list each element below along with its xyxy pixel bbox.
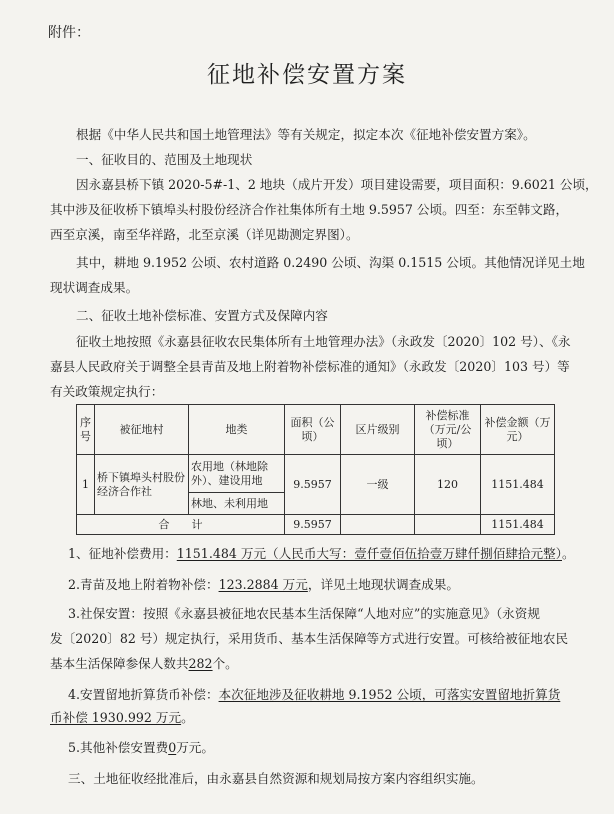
item-4-line1: 4.安置留地折算货币补偿：本次征地涉及征收耕地 9.1952 公顷，可落实安置留地折算货 xyxy=(68,687,561,702)
section1-para2-line2: 现状调查成果。 xyxy=(50,280,139,295)
item-3-value: 282 xyxy=(188,656,213,671)
item-3-line3: 基本生活保障参保人数共282个。 xyxy=(50,656,238,671)
header-standard: 补偿标准（万元/公顷） xyxy=(415,405,481,455)
intro-paragraph: 根据《中华人民共和国土地管理法》等有关规定，拟定本次《征地补偿安置方案》。 xyxy=(76,127,536,142)
total-amount: 1151.484 xyxy=(481,515,555,535)
header-seq: 序号 xyxy=(77,405,95,455)
cell-landowner: 桥下镇埠头村股份经济合作社 xyxy=(95,455,189,515)
section1-heading: 一、征收目的、范围及土地现状 xyxy=(76,152,253,167)
section1-para1-line1: 因永嘉县桥下镇 2020-5#-1、2 地块（成片开发）项目建设需要，项目面积：9.6021 公顷， xyxy=(76,177,598,192)
item-4-line2: 币补偿 1930.992 万元。 xyxy=(50,710,194,725)
total-label: 合 计 xyxy=(77,515,285,535)
item-5-value: 0 xyxy=(168,740,177,755)
header-landowner: 被征地村 xyxy=(95,405,189,455)
document-title: 征地补偿安置方案 xyxy=(207,62,407,88)
cell-landtype-1: 农用地（林地除外）、建设用地 xyxy=(189,455,285,493)
cell-seq: 1 xyxy=(77,455,95,515)
item-2: 2.青苗及地上附着物补偿：123.2884 万元，详见土地现状调查成果。 xyxy=(68,577,459,592)
attachment-label: 附件： xyxy=(48,25,90,41)
cell-amount: 1151.484 xyxy=(481,455,555,515)
section2-para-line1: 征收土地按照《永嘉县征收农民集体所有土地管理办法》（永政发〔2020〕102 号）、《永 xyxy=(76,334,571,349)
item-3-line2: 发〔2020〕82 号）规定执行，采用货币、基本生活保障等方式进行安置。可核给被征地农民 xyxy=(50,631,569,646)
header-landtype: 地类 xyxy=(189,405,285,455)
header-amount: 补偿金额（万元） xyxy=(481,405,555,455)
section2-heading: 二、征收土地补偿标准、安置方式及保障内容 xyxy=(76,308,328,323)
cell-zone: 一级 xyxy=(341,455,415,515)
table-header-row xyxy=(77,405,555,455)
item-1-value: 1151.484 万元（人民币大写：壹仟壹佰伍拾壹万肆仟捌佰肆拾元整） xyxy=(176,546,562,561)
section1-para1-line3: 西至京溪，南至华祥路，北至京溪（详见勘测定界图）。 xyxy=(50,227,359,242)
section1-para2-line1: 其中，耕地 9.1952 公顷、农村道路 0.2490 公顷、沟渠 0.1515 公顷。其他情况详见土地 xyxy=(76,255,585,270)
item-2-value: 123.2884 万元 xyxy=(218,577,308,592)
table-total-row xyxy=(77,515,555,535)
header-area: 面积（公顷） xyxy=(285,405,341,455)
table-row xyxy=(77,455,555,493)
section2-para-line3: 有关政策规定执行： xyxy=(50,384,164,399)
cell-landtype-2: 林地、未利用地 xyxy=(189,493,285,515)
item-4-value: 本次征地涉及征收耕地 9.1952 公顷，可落实安置留地折算货 xyxy=(218,687,561,702)
item-1: 1、征地补偿费用：1151.484 万元（人民币大写：壹仟壹佰伍拾壹万肆仟捌佰肆拾元整）。 xyxy=(68,546,575,561)
item-5: 5.其他补偿安置费0万元。 xyxy=(68,740,214,755)
cell-standard: 120 xyxy=(415,455,481,515)
section1-para1-line2: 其中涉及征收桥下镇埠头村股份经济合作社集体所有土地 9.5957 公顷。四至：东至韩文路， xyxy=(50,202,569,217)
total-area: 9.5957 xyxy=(285,515,341,535)
section3-paragraph: 三、土地征收经批准后，由永嘉县自然资源和规划局按方案内容组织实施。 xyxy=(68,771,484,786)
cell-area: 9.5957 xyxy=(285,455,341,515)
header-zone: 区片级别 xyxy=(341,405,415,455)
section2-para-line2: 嘉县人民政府关于调整全县青苗及地上附着物补偿标准的通知》（永政发〔2020〕103 号）等 xyxy=(50,359,570,374)
compensation-table xyxy=(76,404,555,535)
item-3-line1: 3.社保安置：按照《永嘉县被征地农民基本生活保障“人地对应”的实施意见》（永资规 xyxy=(68,606,540,621)
